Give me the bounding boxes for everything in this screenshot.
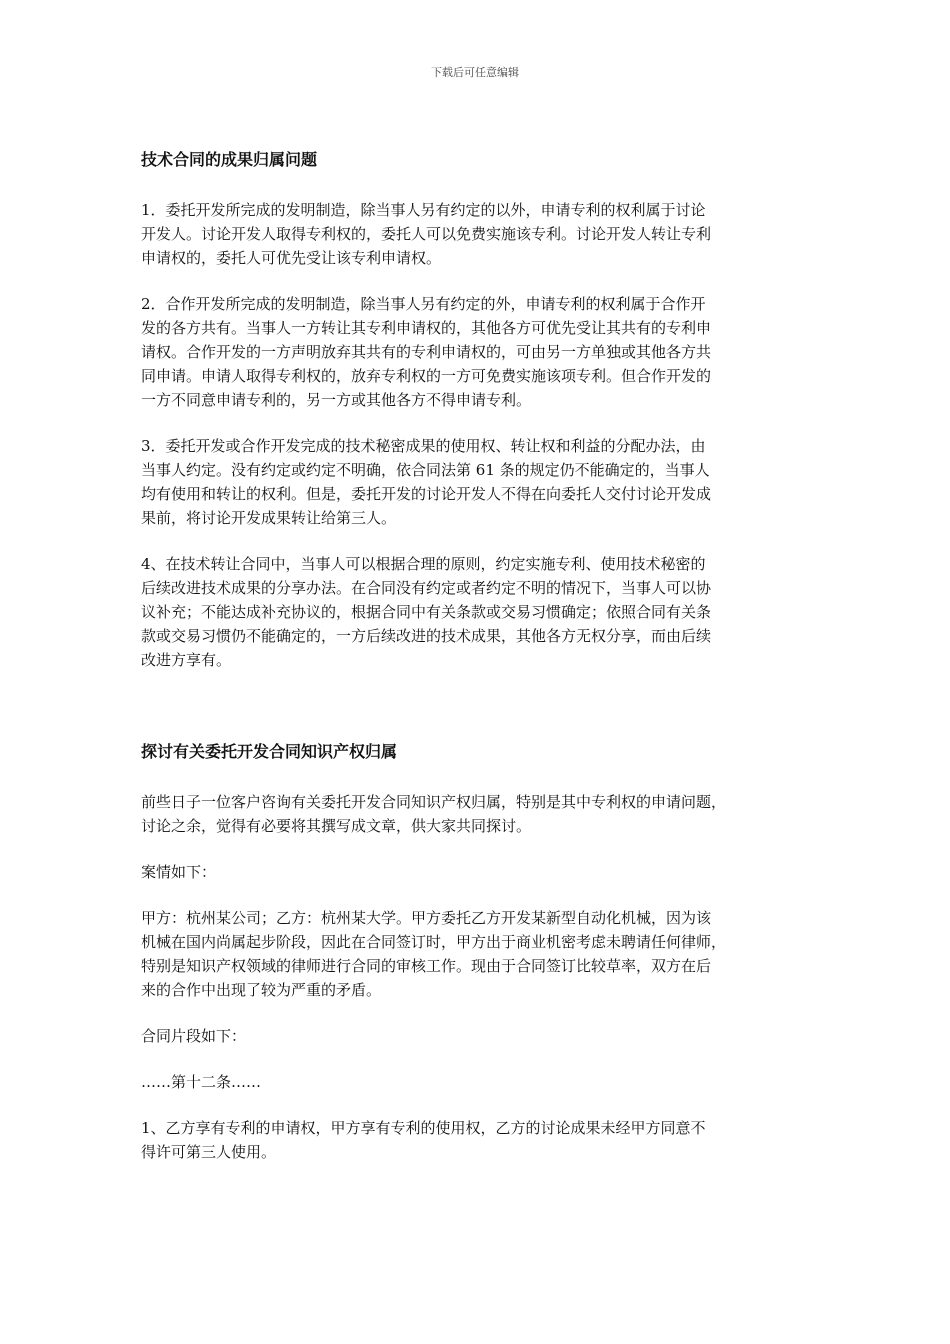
section-1-title: 技术合同的成果归属问题 bbox=[141, 150, 318, 169]
section-1-paragraph-3: 3．委托开发或合作开发完成的技术秘密成果的使用权、转让权和利益的分配办法，由 当事人约定。没有约定或约定不明确，依合同法第 61 条的规定仍不能确定的，当事人 均有使用和转让的权利。但是，委托开发的讨论开发人不得在向委托人交付讨论开发成 果前，将讨论开发成果转让给第三人。 bbox=[141, 437, 712, 527]
section-1-paragraph-2: 2．合作开发所完成的发明制造，除当事人另有约定的外，申请专利的权利属于合作开 发的各方共有。当事人一方转让其专利申请权的，其他各方可优先受让其共有的专利申 请权。合作开发的一方声明放弃其共有的专利申请权的，可由另一方单独或其他各方共 同申请。申请人取得专利权的，放弃专利权的一方可免费实施该项专利。但合作开发的 一方不同意申请专利的，另一方或其他各方不得申请专利。 bbox=[141, 295, 712, 409]
section-1-paragraph-4: 4、在技术转让合同中，当事人可以根据合理的原则，约定实施专利、使用技术秘密的 后续改进技术成果的分享办法。在合同没有约定或者约定不明的情况下，当事人可以协 议补充；不能达成补充协议的，根据合同中有关条款或交易习惯确定；依照合同有关条 款或交易习惯仍不能确定的，一方后续改进的技术成果，其他各方无权分享，而由后续 改进方享有。 bbox=[141, 555, 712, 669]
document-body bbox=[141, 148, 811, 1164]
section-2-paragraph-1: 前些日子一位客户咨询有关委托开发合同知识产权归属，特别是其中专利权的申请问题， 讨论之余，觉得有必要将其撰写成文章，供大家共同探讨。 bbox=[141, 793, 727, 835]
section-1-paragraph-1: 1．委托开发所完成的发明制造，除当事人另有约定的以外，申请专利的权利属于讨论 开发人。讨论开发人取得专利权的，委托人可以免费实施该专利。讨论开发人转让专利 申请权的，委托人可优先受让该专利申请权。 bbox=[141, 201, 712, 267]
section-2-title: 探讨有关委托开发合同知识产权归属 bbox=[141, 742, 398, 761]
section-2-paragraph-6: 1、乙方享有专利的申请权，甲方享有专利的使用权，乙方的讨论成果未经甲方同意不 得许可第三人使用。 bbox=[141, 1119, 706, 1161]
section-2-paragraph-4: 合同片段如下： bbox=[141, 1027, 247, 1045]
section-2-paragraph-2: 案情如下： bbox=[141, 863, 217, 881]
section-2-paragraph-3: 甲方：杭州某公司；乙方：杭州某大学。甲方委托乙方开发某新型自动化机械，因为该 机械在国内尚属起步阶段，因此在合同签订时，甲方出于商业机密考虑未聘请任何律师， 特别是知识产权领域的律师进行合同的审核工作。现由于合同签订比较草率，双方在后 来的合作中出现了较为严重的矛盾。 bbox=[141, 909, 727, 999]
section-2-paragraph-5: ……第十二条…… bbox=[141, 1073, 262, 1091]
page-header: 下载后可任意编辑 bbox=[431, 66, 519, 79]
